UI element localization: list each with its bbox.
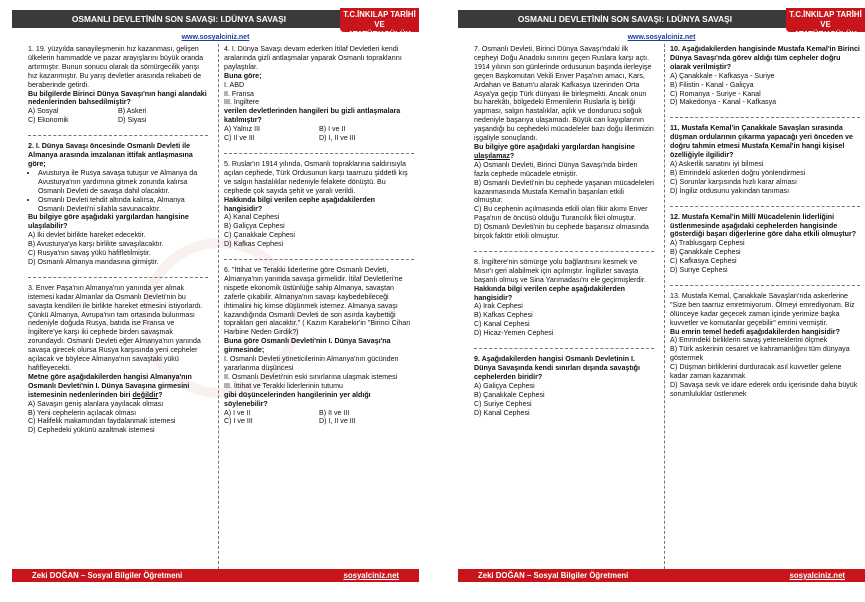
question-stem: 1. 19. yüzyılda sanayileşmenin hız kazanması, gelişen ülkelerin hammadde ve pazar arayışlarını büyük oranda artırmıştır. Bunun sonucu olarak da sömürgecilik yarışı hız kazanmıştır. Bu yarış devletler arasında rekabeti de beraberinde getirdi. [28, 45, 204, 89]
footer-site-link[interactable]: sosyalciniz.net [789, 571, 845, 580]
option-a[interactable]: A) Trablusgarp Cephesi [670, 239, 745, 248]
option-d[interactable]: D) Makedonya - Kanal - Kafkasya [670, 98, 777, 107]
question-10 [670, 45, 860, 107]
option-d[interactable]: D) Suriye Cephesi [670, 266, 728, 275]
item-iii: III. İngiltere [224, 98, 260, 107]
question-prompt: Bu bilgilerde Birinci Dünya Savaşı'nın hangi alandaki nedenlerinden bahsedilmiştir? [28, 89, 207, 107]
option-b[interactable]: B) II ve III [319, 408, 350, 417]
column-divider [664, 44, 665, 574]
header-tag-line2: ATATÜRKÇÜLÜK [793, 30, 858, 39]
page-right [458, 8, 865, 586]
question-9 [474, 355, 654, 417]
item-ii: II. Osmanlı Devleti'nin eski sınırlarına ulaşmak istemesi [224, 372, 398, 381]
question-stem: 11. Mustafa Kemal'in Çanakkale Savaşları sırasında düşman ordularının çıkarma yapacağı yeri önceden ve doğru tahmin etmesi Mustafa Kemal'in hangi kişisel özelliğiyle ilgilidir? [670, 124, 853, 160]
header-tag-line1: T.C.İNKILAP TARİHİ VE [343, 10, 416, 29]
option-c[interactable]: C) Kafkasya Cephesi [670, 257, 737, 266]
page-footer [458, 569, 865, 582]
option-b[interactable]: B) Osmanlı Devleti'nin bu cephede yaşanan mücadeleleri kazanmasında Mustafa Kemal'in başarıları etkili olmuştur. [474, 178, 654, 205]
option-b[interactable]: B) I ve II [319, 125, 346, 134]
option-a[interactable]: A) Osmanlı Devleti, Birinci Dünya Savaşı'nda birden fazla cephede mücadele etmiştir. [474, 160, 638, 178]
option-c[interactable]: C) Sorunlar karşısında hızlı karar alması [670, 177, 797, 186]
footer-author: Zeki DOĞAN – Sosyal Bilgiler Öğretmeni [32, 571, 183, 580]
bullet-item: • Osmanlı Devleti tehdit altında kalırsa, Almanya Osmanlı Devleti'ni silahla savunacaktır. [38, 196, 208, 214]
bullet-list [28, 169, 208, 214]
option-d[interactable]: D) Osmanlı Devleti'nin bu cephede başarısız olmasında birçok faktör etkili olmuştur. [474, 223, 649, 241]
option-a[interactable]: A) Çanakkale - Kafkasya - Suriye [670, 71, 775, 80]
option-b[interactable]: B) Yeni cephelerin açılacak olması [28, 408, 137, 417]
left-column-1 [28, 45, 208, 445]
right-column-2 [670, 45, 860, 409]
question-separator [474, 251, 654, 252]
prompt-emphasis: ulaşılamaz [474, 151, 510, 160]
prompt-end: ? [158, 390, 163, 399]
option-b[interactable]: B) Kafkas Cephesi [474, 311, 533, 320]
option-c[interactable]: C) Düşman birliklerini durduracak asıl kuvvetler gelene kadar zaman kazanmak [670, 363, 842, 381]
question-stem: 6. "İttihat ve Terakki liderlerine göre Osmanlı Devleti, Almanya'nın yanında savaşa girmelidir. İtilaf Devletleri'ne nispetle ekonomik üstünlüğe sahip Almanya, savaştan zaferle çıkabilir. Almanya'nın savaşı kaybedebileceği ihtimalini hiç kimse düşünmek istemez. Almanya savaşı kazandığında Osmanlı Devleti de son asırda kaybettiği toprakları geri alacaktır." ( Kazım Karabekir'in "Birinci Cihan Harbine Neden Girdik?) [224, 266, 411, 337]
option-c[interactable]: C) Kanal Cephesi [474, 320, 530, 329]
prompt-text: Metne göre aşağıdakilerden hangisi Almanya'nın Osmanlı Devleti'nin I. Dünya Savaşına girmesini istemesinin nedenlerinden biri [28, 372, 192, 399]
bullet-item: • Avusturya ile Rusya savaşa tutuşur ve Almanya da Avusturya'nın yardımına gitmek zorunda kalırsa Osmanlı Devleti de savaşa dahil olacaktır. [38, 169, 208, 196]
option-b[interactable]: B) Çanakkale Cephesi [670, 248, 741, 257]
question-3 [28, 284, 208, 435]
option-b[interactable]: B) Emrindeki askerleri doğru yönlendirmesi [670, 168, 806, 177]
footer-author: Zeki DOĞAN – Sosyal Bilgiler Öğretmeni [478, 571, 629, 580]
item-iii: III. İttihat ve Terakki liderlerinin tutumu [224, 381, 343, 390]
header-tag [340, 8, 419, 39]
question-7 [474, 45, 654, 241]
footer-site-link[interactable]: sosyalciniz.net [343, 571, 399, 580]
question-stem: 8. İngiltere'nin sömürge yolu bağlantısını kesmek ve Mısır'ı geri alabilmek için açılmıştır. İngilizler savaşta başarılı olmuş ve Sina Yarımadası'nı ele geçirmişlerdir. [474, 257, 646, 284]
item-ii: II. Fransa [224, 89, 254, 98]
question-4 [224, 45, 414, 143]
question-1 [28, 45, 208, 125]
header-tag-line2: ATATÜRKÇÜLÜK [347, 30, 412, 39]
question-prompt: Hakkında bilgi verilen cephe aşağıdakilerden hangisidir? [474, 284, 625, 302]
option-b[interactable]: B) Filistin - Kanal - Galiçya [670, 80, 754, 89]
question-prompt [474, 143, 654, 161]
answer-options [28, 107, 208, 125]
question-stem: 13. Mustafa Kemal, Çanakkale Savaşları'nda askerlerine "Size ben taarruz emretmiyorum. Ölmeyi emrediyorum. Biz ölünceye kadar geçecek zaman içinde yerimize başka kuvvetler ve komutanlar geçebilir" emrini vermiştir. [670, 291, 855, 327]
website-link[interactable]: www.sosyalciniz.net [627, 34, 696, 41]
page-left [12, 8, 419, 586]
option-d[interactable]: D) İngiliz ordusunu yakından tanıması [670, 186, 790, 195]
option-d[interactable]: D) Hicaz-Yemen Cephesi [474, 329, 554, 338]
option-a[interactable]: A) Irak Cephesi [474, 302, 523, 311]
option-d[interactable]: D) Cephedeki yükünü azaltmak istemesi [28, 426, 155, 435]
answer-options [224, 125, 414, 143]
question-5 [224, 160, 414, 249]
option-b[interactable]: B) Çanakkale Cephesi [474, 390, 545, 399]
header-tag-line1: T.C.İNKILAP TARİHİ VE [789, 10, 862, 29]
question-stem: 4. I. Dünya Savaşı devam ederken İtilaf Devletleri kendi aralarında gizli antlaşmalar yaparak Osmanlı topraklarını paylaştılar. [224, 45, 402, 71]
option-c[interactable]: C) I ve III [224, 417, 253, 426]
option-a[interactable]: A) Sosyal [28, 107, 59, 116]
question-11 [670, 124, 860, 195]
option-d[interactable]: D) I, II ve III [319, 417, 356, 426]
question-separator [670, 117, 860, 118]
option-a[interactable]: A) Kanal Cephesi [224, 213, 280, 222]
question-stem: 7. Osmanlı Devleti, Birinci Dünya Savaşı'ndaki ilk cepheyi Doğu Anadolu sınırını geçen Ruslara karşı açtı. 1914 yılının son günlerinde ordusunun başında ilerleyişe geçen Başkomutan Vekili Enver Paşa'nın amacı, Kars, Ardahan ve Batum'u alarak Kafkasya üzerinden Orta Asya'ya geçip Türk dünyası ile birleşmekti. Ancak onun bu harekâtı, bölgedeki Ermenilerin Ruslarla iş birliği yapması, salgın hastalıklar, açlık ve dondurucu soğuk nedeniyle başarıya ulaşamadı. Büyük can kayıplarının yaşandığı bu cephedeki mücadeleler bazı doğu illerimizin işgaliyle sonuçlandı. [474, 45, 654, 143]
question-prompt: Bu bilgiye göre aşağıdaki yargılardan hangisine ulaşılabilir? [28, 213, 189, 231]
option-c[interactable]: C) Romanya - Suriye - Kanal [670, 89, 761, 98]
question-2 [28, 142, 208, 267]
option-c[interactable]: C) Suriye Cephesi [474, 399, 532, 408]
option-a[interactable]: A) İki devlet birlikte hareket edecektir. [28, 231, 146, 240]
option-d[interactable]: D) Siyasi [118, 116, 147, 125]
option-b[interactable]: B) Askeri [118, 107, 147, 116]
question-stem: 5. Ruslar'ın 1914 yılında, Osmanlı topraklarına saldırısıyla açılan cephede, Türk Ordusunun karşı taarruzu şiddetli kış ve salgın hastalıklar nedeniyle felakete dönüştü. Bu cephede çok sayıda şehit ve yaralı verildi. [224, 159, 408, 195]
right-column-1 [474, 45, 654, 427]
question-stem: 10. Aşağıdakilerden hangisinde Mustafa Kemal'in Birinci Dünya Savaşı'nda görev aldığı tüm cepheler doğru olarak verilmiştir? [670, 45, 860, 71]
question-given: Buna göre; [224, 71, 262, 80]
question-separator [28, 135, 208, 136]
question-separator [670, 206, 860, 207]
question-prompt: Buna göre Osmanlı Devleti'nin I. Dünya Savaşı'na girmesinde; [224, 337, 391, 355]
column-divider [218, 44, 219, 574]
header-title: OSMANLI DEVLETİNİN SON SAVAŞI: I.DÜNYA SAVAŞI [12, 10, 346, 28]
item-i: I. ABD [224, 80, 245, 89]
question-13 [670, 292, 860, 399]
option-b[interactable]: B) Türk askerinin cesaret ve kahramanlığını tüm dünyaya göstermek [670, 345, 850, 363]
prompt-end: ? [509, 151, 515, 160]
question-separator [224, 259, 414, 260]
prompt-text: Bu bilgiye göre aşağıdaki yargılardan hangisine [474, 142, 635, 151]
header-title: OSMANLI DEVLETİNİN SON SAVAŞI: I.DÜNYA SAVAŞI [458, 10, 792, 28]
question-prompt-2: gibi düşüncelerinden hangilerinin yer aldığı söylenebilir? [224, 390, 371, 408]
left-column-2 [224, 45, 414, 436]
option-c[interactable]: C) Bu cephenin açılmasında etkili olan fikir akımı Enver Paşa'nın de öncüsü olduğu Turancılık fikri olmuştur. [474, 205, 648, 223]
question-prompt [28, 373, 208, 400]
question-separator [670, 285, 860, 286]
option-c[interactable]: C) Ekonomik [28, 116, 69, 125]
answer-options [224, 409, 414, 427]
question-separator [474, 348, 654, 349]
question-prompt: verilen devletlerinden hangileri bu gizli antlaşmalara katılmıştır? [224, 107, 401, 125]
prompt-emphasis: değildir [132, 390, 159, 399]
option-a[interactable]: A) Savaşın geniş alanlara yayılacak olması [28, 399, 164, 408]
option-d[interactable]: D) Savaşa sevk ve idare ederek ordu içerisinde daha büyük sorumluluklar üstlenmek [670, 381, 858, 398]
option-c[interactable]: C) II ve III [224, 134, 255, 143]
item-i: I. Osmanlı Devleti yöneticilerinin Almanya'nın gücünden yararlanma düşüncesi [224, 355, 399, 372]
option-a[interactable]: A) Emrindeki birliklerin savaş yeteneklerini ölçmek [670, 336, 828, 345]
question-stem: 12. Mustafa Kemal'in Millî Mücadelenin liderliğini üstlenmesinde aşağıdaki cephelerden hangisinde gösterdiği başarı diğerlerine göre daha etkili olmuştur? [670, 212, 857, 239]
question-separator [224, 153, 414, 154]
option-a[interactable]: A) I ve II [224, 408, 251, 417]
website-link[interactable]: www.sosyalciniz.net [181, 34, 250, 41]
question-separator [28, 277, 208, 278]
question-stem: 9. Aşağıdakilerden hangisi Osmanlı Devletinin I. Dünya Savaşında kendi sınırları dışında savaştığı cephelerden biridir? [474, 355, 640, 381]
header-tag [786, 8, 865, 39]
question-12 [670, 213, 860, 275]
option-b[interactable]: B) Avusturya'ya karşı birlikte savaşılacaktır. [28, 240, 164, 249]
question-stem: 3. Enver Paşa'nın Almanya'nın yanında yer almak istemesi kadar Almanlar da Osmanlı Devleti'nin bu savaşta kendileri ile birlikte hareket etmesini istiyorlardı. Çünkü Almanya, Avrupa'nın tam ortasında bulunması nedeniyle doğuda Rusya, batıda ise Fransa ve İngiltere'ye karşı iki cephede birden savaşmak zorundaydı. Osmanlı Devleti eğer Almanya'nın yanında savaşa girecek olursa Rusya karşısında yeni cepheler açılacak ve böylece Almanya'nın savaştaki yükü hafifleyecekti. [28, 283, 203, 372]
question-prompt: Bu emrin temel hedefi aşağıdakilerden hangisidir? [670, 327, 840, 336]
option-c[interactable]: C) Halifelik makamından faydalanmak istemesi [28, 417, 176, 426]
question-6 [224, 266, 414, 426]
option-d[interactable]: D) I, II ve III [319, 134, 356, 143]
option-a[interactable]: A) Yalnız III [224, 125, 261, 134]
question-stem: 2. I. Dünya Savaşı öncesinde Osmanlı Devleti ile Almanya arasında imzalanan ittifak antlaşmasına göre; [28, 142, 193, 168]
option-a[interactable]: A) Galiçya Cephesi [474, 381, 535, 390]
option-d[interactable]: D) Kafkas Cephesi [224, 240, 284, 249]
page-footer [12, 569, 419, 582]
option-a[interactable]: A) Askerlik sanatını iyi bilmesi [670, 159, 764, 168]
option-d[interactable]: D) Kanal Cephesi [474, 408, 530, 417]
option-b[interactable]: B) Galiçya Cephesi [224, 222, 285, 231]
question-prompt: Hakkında bilgi verilen cephe aşağıdakilerden hangisidir? [224, 195, 375, 213]
question-8 [474, 258, 654, 338]
option-c[interactable]: C) Çanakkale Cephesi [224, 231, 295, 240]
option-c[interactable]: C) Rusya'nın savaş yükü hafifletilmiştir. [28, 249, 151, 258]
option-d[interactable]: D) Osmanlı Almanya mandasına girmiştir. [28, 257, 159, 266]
